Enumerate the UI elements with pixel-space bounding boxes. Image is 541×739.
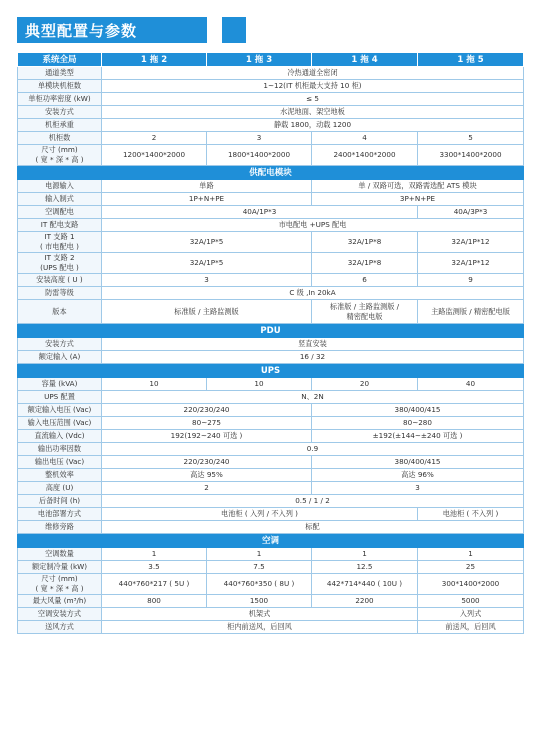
row-value: 主路监测版 / 精密配电版 xyxy=(418,300,524,324)
row-value: 1 xyxy=(418,548,524,561)
row-value: 电池柜 ( 入列 / 不入列 ) xyxy=(102,508,418,521)
row-label: 机柜数 xyxy=(18,132,102,145)
row-label: 维修旁路 xyxy=(18,521,102,534)
row-value: 3 xyxy=(312,482,524,495)
row-value: 单路 xyxy=(102,180,312,193)
section-header xyxy=(18,166,524,180)
row-label: 输入制式 xyxy=(18,193,102,206)
row-value: 3300*1400*2000 xyxy=(418,145,524,166)
table-row xyxy=(18,132,524,145)
section-header xyxy=(18,364,524,378)
table-row xyxy=(18,80,524,93)
row-label: 电源输入 xyxy=(18,180,102,193)
row-value: 25 xyxy=(418,561,524,574)
row-label: 整机效率 xyxy=(18,469,102,482)
table-row xyxy=(18,482,524,495)
row-value: 12.5 xyxy=(312,561,418,574)
row-value: 5000 xyxy=(418,595,524,608)
row-value: 80~280 xyxy=(312,417,524,430)
table-row xyxy=(18,495,524,508)
row-value: 机架式 xyxy=(102,608,418,621)
table-row xyxy=(18,219,524,232)
row-value: 3 xyxy=(102,274,312,287)
row-value: 1 xyxy=(207,548,312,561)
row-value: 40A/1P*3 xyxy=(102,206,418,219)
section-title: 空调 xyxy=(18,534,524,548)
table-row xyxy=(18,508,524,521)
row-value: 水泥地面、架空地板 xyxy=(102,106,524,119)
table-row xyxy=(18,621,524,634)
row-label: 安装方式 xyxy=(18,338,102,351)
row-label: 安装高度 ( U ) xyxy=(18,274,102,287)
row-value: 32A/1P*12 xyxy=(418,253,524,274)
row-value: 1~12(IT 机柜最大支持 10 柜) xyxy=(102,80,524,93)
row-label: 额定输入 (A) xyxy=(18,351,102,364)
table-row xyxy=(18,608,524,621)
row-value: 0.9 xyxy=(102,443,524,456)
table-row xyxy=(18,232,524,253)
row-label: 空调配电 xyxy=(18,206,102,219)
row-label: IT 配电支路 xyxy=(18,219,102,232)
title-accent-square xyxy=(222,17,246,43)
row-label: 机柜承重 xyxy=(18,119,102,132)
row-value: 40A/3P*3 xyxy=(418,206,524,219)
row-value: 32A/1P*12 xyxy=(418,232,524,253)
row-value: 7.5 xyxy=(207,561,312,574)
table-row xyxy=(18,193,524,206)
page-title: 典型配置与参数 xyxy=(17,17,207,43)
row-value: 3 xyxy=(207,132,312,145)
row-value: 1 xyxy=(102,548,207,561)
row-label: 最大风量 (m³/h) xyxy=(18,595,102,608)
table-row xyxy=(18,67,524,80)
table-row xyxy=(18,300,524,324)
section-header xyxy=(18,324,524,338)
row-value: 3.5 xyxy=(102,561,207,574)
table-row xyxy=(18,119,524,132)
table-row xyxy=(18,456,524,469)
row-value: 竖直安装 xyxy=(102,338,524,351)
row-value: ≤ 5 xyxy=(102,93,524,106)
row-value: 1P+N+PE xyxy=(102,193,312,206)
row-label xyxy=(18,145,102,166)
row-label: 安装方式 xyxy=(18,106,102,119)
row-value: 10 xyxy=(102,378,207,391)
title-banner xyxy=(17,17,207,43)
row-value: 20 xyxy=(312,378,418,391)
table-row xyxy=(18,274,524,287)
table-row xyxy=(18,93,524,106)
row-value: 1200*1400*2000 xyxy=(102,145,207,166)
row-label: 容量 (kVA) xyxy=(18,378,102,391)
row-value: 柜内前送风，后回风 xyxy=(102,621,418,634)
row-value-line: 精密配电版 xyxy=(346,311,383,321)
section-title: PDU xyxy=(18,324,524,338)
table-row xyxy=(18,548,524,561)
table-row xyxy=(18,417,524,430)
section-title: 供配电模块 xyxy=(18,166,524,180)
row-value: 5 xyxy=(418,132,524,145)
row-label-line: ( 宽 * 深 * 高 ) xyxy=(35,155,84,164)
row-value: 静载 1800，动载 1200 xyxy=(102,119,524,132)
header-cell: 1 拖 2 xyxy=(102,53,207,67)
table-row xyxy=(18,351,524,364)
table-row xyxy=(18,206,524,219)
row-label: 输入电压范围 (Vac) xyxy=(18,417,102,430)
row-label: 单柜功率密度 (kW) xyxy=(18,93,102,106)
row-value: 冷热通道全密闭 xyxy=(102,67,524,80)
row-label: 空调数量 xyxy=(18,548,102,561)
row-value: 市电配电 +UPS 配电 xyxy=(102,219,524,232)
row-value: 16 / 32 xyxy=(102,351,524,364)
spec-table xyxy=(17,52,524,634)
row-label xyxy=(18,574,102,595)
row-value: 800 xyxy=(102,595,207,608)
row-value: 标配 xyxy=(102,521,524,534)
section-title: UPS xyxy=(18,364,524,378)
row-value: 4 xyxy=(312,132,418,145)
row-value: 440*760*217 ( 5U ) xyxy=(102,574,207,595)
row-value: 前送风，后回风 xyxy=(418,621,524,634)
row-value xyxy=(312,300,418,324)
header-cell: 1 拖 4 xyxy=(312,53,418,67)
row-label: 高度 (U) xyxy=(18,482,102,495)
row-value: 高达 96% xyxy=(312,469,524,482)
section-header xyxy=(18,534,524,548)
row-label: 后备时间 (h) xyxy=(18,495,102,508)
row-value: 32A/1P*8 xyxy=(312,253,418,274)
header-row xyxy=(18,53,524,67)
row-label: 通道类型 xyxy=(18,67,102,80)
row-value: 10 xyxy=(207,378,312,391)
row-label: 单模块机柜数 xyxy=(18,80,102,93)
row-value: 标准版 / 主路监测版 xyxy=(102,300,312,324)
row-value: 6 xyxy=(312,274,418,287)
table-row xyxy=(18,469,524,482)
row-value: 442*714*440 ( 10U ) xyxy=(312,574,418,595)
table-row xyxy=(18,404,524,417)
row-value: 1 xyxy=(312,548,418,561)
row-label: 额定输入电压 (Vac) xyxy=(18,404,102,417)
header-cell: 1 拖 3 xyxy=(207,53,312,67)
row-label: 额定制冷量 (kW) xyxy=(18,561,102,574)
row-label xyxy=(18,253,102,274)
row-label: 防雷等级 xyxy=(18,287,102,300)
row-label-line: (UPS 配电 ) xyxy=(40,263,79,272)
table-row xyxy=(18,287,524,300)
table-row xyxy=(18,180,524,193)
row-label: 输出电压 (Vac) xyxy=(18,456,102,469)
row-label: 空调安装方式 xyxy=(18,608,102,621)
row-label-line: ( 宽 * 深 * 高 ) xyxy=(35,584,84,593)
header-cell: 系统全局 xyxy=(18,53,102,67)
table-row xyxy=(18,253,524,274)
row-label: UPS 配置 xyxy=(18,391,102,404)
row-value: 380/400/415 xyxy=(312,456,524,469)
row-value: C 级 ,In 20kA xyxy=(102,287,524,300)
table-row xyxy=(18,378,524,391)
table-row xyxy=(18,561,524,574)
row-label: 直流输入 (Vdc) xyxy=(18,430,102,443)
row-value: 380/400/415 xyxy=(312,404,524,417)
row-label-line: IT 支路 1 xyxy=(44,232,75,241)
row-value: 电池柜 ( 不入列 ) xyxy=(418,508,524,521)
row-value: 32A/1P*5 xyxy=(102,232,312,253)
row-label: 电池部署方式 xyxy=(18,508,102,521)
table-row xyxy=(18,521,524,534)
table-row xyxy=(18,595,524,608)
row-value: 220/230/240 xyxy=(102,456,312,469)
row-label-line: ( 市电配电 ) xyxy=(40,242,79,251)
row-value: 2200 xyxy=(312,595,418,608)
row-value: 1500 xyxy=(207,595,312,608)
row-value: 300*1400*2000 xyxy=(418,574,524,595)
row-value: 2 xyxy=(102,482,312,495)
row-value: N、2N xyxy=(102,391,524,404)
row-label-line: IT 支路 2 xyxy=(44,253,75,262)
row-value: 192(192~240 可选 ) xyxy=(102,430,312,443)
row-value: ±192(±144~±240 可选 ) xyxy=(312,430,524,443)
row-value-line: 标准版 / 主路监测版 / xyxy=(329,301,400,311)
table-row xyxy=(18,106,524,119)
header-cell: 1 拖 5 xyxy=(418,53,524,67)
table-row xyxy=(18,430,524,443)
row-value: 2400*1400*2000 xyxy=(312,145,418,166)
row-value: 32A/1P*5 xyxy=(102,253,312,274)
row-value: 入列式 xyxy=(418,608,524,621)
row-value: 1800*1400*2000 xyxy=(207,145,312,166)
row-value: 0.5 / 1 / 2 xyxy=(102,495,524,508)
row-label-line: 尺寸 (mm) xyxy=(41,574,78,583)
table-row xyxy=(18,574,524,595)
row-value: 32A/1P*8 xyxy=(312,232,418,253)
row-value: 440*760*350 ( 8U ) xyxy=(207,574,312,595)
row-value: 单 / 双路可选，双路需选配 ATS 模块 xyxy=(312,180,524,193)
row-value: 3P+N+PE xyxy=(312,193,524,206)
row-label: 版本 xyxy=(18,300,102,324)
row-label xyxy=(18,232,102,253)
row-label: 送风方式 xyxy=(18,621,102,634)
row-value: 220/230/240 xyxy=(102,404,312,417)
row-value: 高达 95% xyxy=(102,469,312,482)
table-row xyxy=(18,391,524,404)
table-row xyxy=(18,443,524,456)
row-value: 2 xyxy=(102,132,207,145)
table-row xyxy=(18,338,524,351)
row-value: 9 xyxy=(418,274,524,287)
row-label-line: 尺寸 (mm) xyxy=(41,145,78,154)
table-row xyxy=(18,145,524,166)
row-value: 80~275 xyxy=(102,417,312,430)
row-value: 40 xyxy=(418,378,524,391)
row-label: 输出功率因数 xyxy=(18,443,102,456)
